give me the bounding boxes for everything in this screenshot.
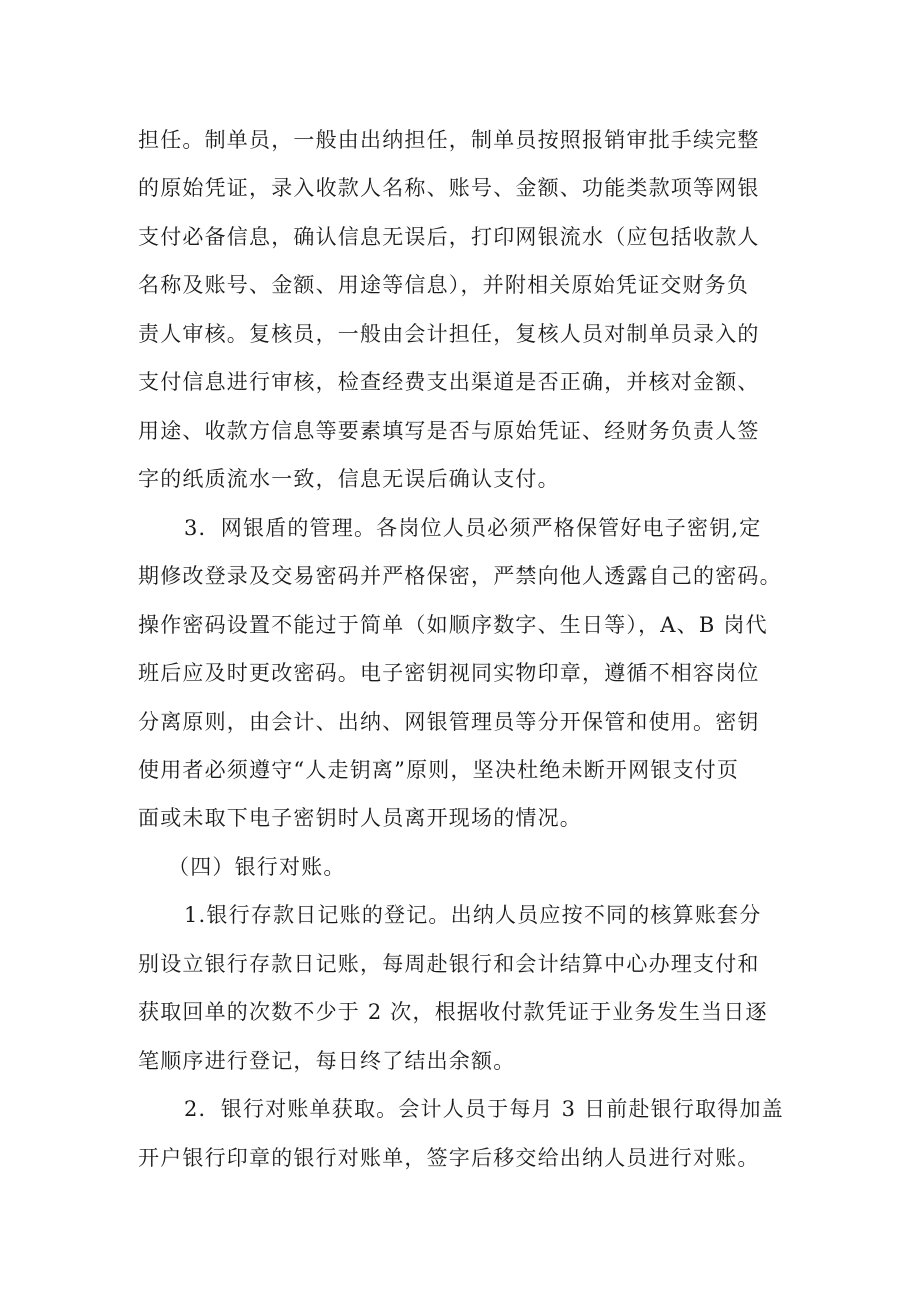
paragraph-start-line: 2．银行对账单获取。会计人员于每月 3 日前赴银行取得加盖 <box>184 1097 784 1121</box>
text-line: 责人审核。复核员，一般由会计担任，复核人员对制单员录入的 <box>138 322 760 346</box>
text-line: 期修改登录及交易密码并严格保密，严禁向他人透露自己的密码。 <box>138 564 782 588</box>
text-line: 面或未取下电子密钥时人员离开现场的情况。 <box>138 806 582 830</box>
paragraph-start-line: 3．网银盾的管理。各岗位人员必须严格保管好电子密钥,定 <box>184 516 762 540</box>
text-line: 操作密码设置不能过于简单（如顺序数字、生日等），A、B 岗代 <box>138 613 768 637</box>
text-line: 别设立银行存款日记账，每周赴银行和会计结算中心办理支付和 <box>138 952 760 976</box>
text-line: 使用者必须遵守“人走钥离”原则，坚决杜绝未断开网银支付页 <box>138 758 740 782</box>
text-line: 担任。制单员，一般由出纳担任，制单员按照报销审批手续完整 <box>138 128 760 152</box>
text-line: 开户银行印章的银行对账单，签字后移交给出纳人员进行对账。 <box>138 1146 760 1170</box>
text-line: 用途、收款方信息等要素填写是否与原始凭证、经财务负责人签 <box>138 419 760 443</box>
text-line: 字的纸质流水一致，信息无误后确认支付。 <box>138 467 560 491</box>
text-line: 名称及账号、金额、用途等信息），并附相关原始凭证交财务负 <box>138 273 750 297</box>
text-line: 笔顺序进行登记，每日终了结出余额。 <box>138 1049 516 1073</box>
text-line: 班后应及时更改密码。电子密钥视同实物印章，遵循不相容岗位 <box>138 661 760 685</box>
text-line: 支付必备信息，确认信息无误后，打印网银流水（应包括收款人 <box>138 225 760 249</box>
paragraph-start-line: 1.银行存款日记账的登记。出纳人员应按不同的核算账套分 <box>184 903 762 927</box>
text-line: 的原始凭证，录入收款人名称、账号、金额、功能类款项等网银 <box>138 176 760 200</box>
text-line: 获取回单的次数不少于 2 次，根据收付款凭证于业务发生当日逐 <box>138 1000 768 1024</box>
text-line: 分离原则，由会计、出纳、网银管理员等分开保管和使用。密钥 <box>138 710 760 734</box>
section-heading: （四）银行对账。 <box>168 855 346 879</box>
text-line: 支付信息进行审核，检查经费支出渠道是否正确，并核对金额、 <box>138 370 760 394</box>
